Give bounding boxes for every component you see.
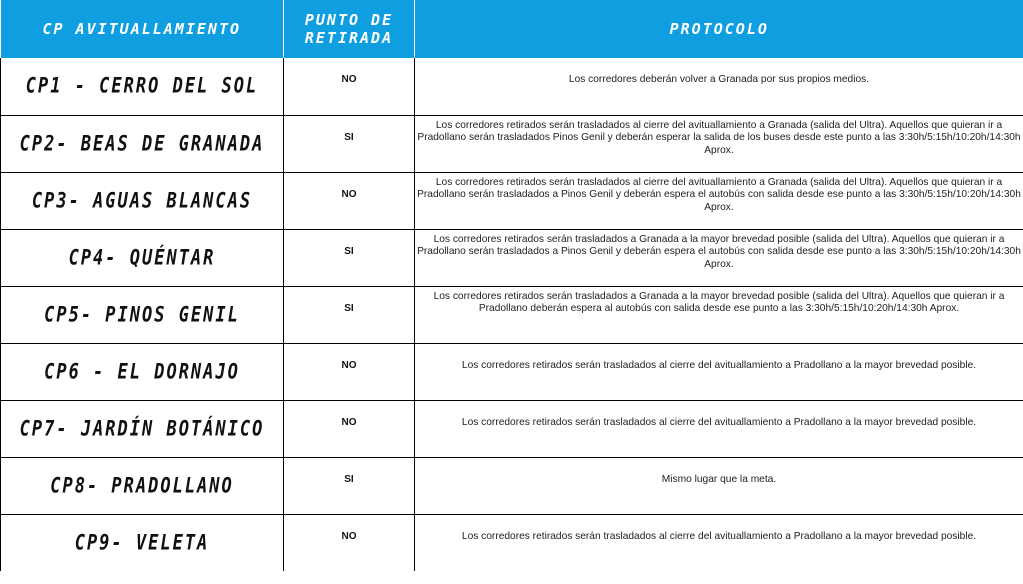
retirada-cell: SI [284,457,415,514]
retirada-cell: NO [284,172,415,229]
protocolo-cell: Mismo lugar que la meta. [415,457,1023,514]
header-row [1,0,1023,58]
cp-name-cell: CP4- QUÉNTAR [1,229,284,286]
cp-name-cell: CP9- VELETA [1,514,284,571]
header-cp: CP AVITUALLAMIENTO [1,0,284,58]
table-row [1,514,1023,571]
protocolo-cell: Los corredores retirados serán trasladados al cierre del avituallamiento a Pradollano a la mayor brevedad posible. [415,343,1023,400]
table-row [1,58,1023,115]
protocolo-cell: Los corredores retirados serán trasladados al cierre del avituallamiento a Granada (salida del Ultra). Aquellos que quieran ir a Pradollano serán trasladados a Pinos Genil y deberán espera el autobús con salida desde ese punto a las 3:30h/5:15h/10:20h/14:30h Aprox. [415,172,1023,229]
table-row [1,115,1023,172]
cp-name-cell: CP5- PINOS GENIL [1,286,284,343]
cp-name-cell: CP7- JARDÍN BOTÁNICO [1,400,284,457]
protocolo-cell: Los corredores retirados serán trasladados al cierre del avituallamiento a Granada (salida del Ultra). Aquellos que quieran ir a Pradollano serán trasladados Pinos Genil y deberán esperar la salida de los buses desde este punto a las 3:30h/5:15h/10:20h/14:30h Aprox. [415,115,1023,172]
header-retirada: PUNTO DE RETIRADA [284,0,415,58]
protocolo-cell: Los corredores retirados serán trasladados al cierre del avituallamiento a Pradollano a la mayor brevedad posible. [415,514,1023,571]
table-row [1,172,1023,229]
retirada-cell: SI [284,286,415,343]
table-row [1,229,1023,286]
cp-name-cell: CP1 - CERRO DEL SOL [1,58,284,115]
protocolo-cell: Los corredores deberán volver a Granada por sus propios medios. [415,58,1023,115]
table-row [1,343,1023,400]
retirada-cell: NO [284,58,415,115]
retirada-cell: SI [284,115,415,172]
retirada-cell: NO [284,343,415,400]
table-row [1,400,1023,457]
table-row [1,457,1023,514]
protocolo-cell: Los corredores retirados serán trasladados a Granada a la mayor brevedad posible (salida del Ultra). Aquellos que quieran ir a Pradollano serán trasladados a Pinos Genil y deberán espera el autobús con salida desde ese punto a las 3:30h/5:15h/10:20h/14:30h Aprox. [415,229,1023,286]
cp-name-cell: CP3- AGUAS BLANCAS [1,172,284,229]
retirada-cell: SI [284,229,415,286]
protocolo-cell: Los corredores retirados serán trasladados a Granada a la mayor brevedad posible (salida del Ultra). Aquellos que quieran ir a Pradollano deberán espera al autobús con salida desde ese punto a las 3:30h/5:15h/10:20h/14:30h Aprox. [415,286,1023,343]
cp-name-cell: CP8- PRADOLLANO [1,457,284,514]
retirada-cell: NO [284,400,415,457]
cp-name-cell: CP6 - EL DORNAJO [1,343,284,400]
header-protocolo: PROTOCOLO [415,0,1023,58]
retirada-cell: NO [284,514,415,571]
protocolo-cell: Los corredores retirados serán trasladados al cierre del avituallamiento a Pradollano a la mayor brevedad posible. [415,400,1023,457]
table-row [1,286,1023,343]
cp-name-cell: CP2- BEAS DE GRANADA [1,115,284,172]
